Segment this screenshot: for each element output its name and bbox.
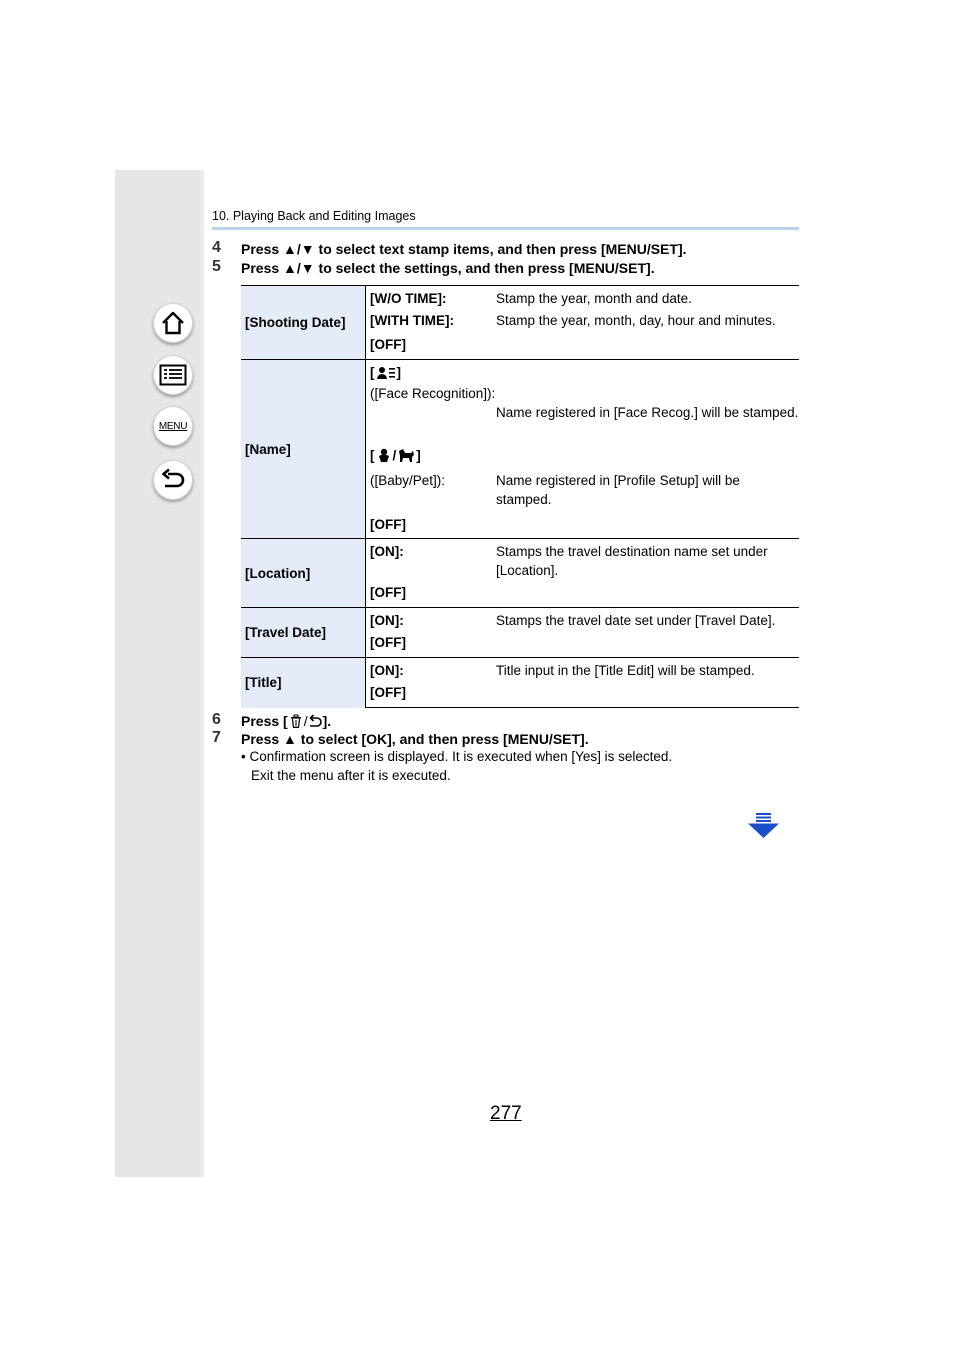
row-header-travel-date: [Travel Date]: [241, 608, 366, 658]
delete-icon: [288, 714, 304, 728]
note-line-2: Exit the menu after it is executed.: [251, 768, 451, 783]
note-line-1: • Confirmation screen is displayed. It is executed when [Yes] is selected.: [241, 749, 673, 764]
step-number: 7: [212, 729, 221, 746]
next-page-arrow-icon[interactable]: [747, 812, 780, 840]
row-header-name: [Name]: [241, 360, 366, 539]
option-desc: Stamp the year, month, day, hour and minutes.: [496, 312, 776, 328]
face-recognition-desc: Name registered in [Face Recog.] will be stamped.: [496, 404, 799, 420]
step-text: Press ▲/▼ to select text stamp items, and then press [MENU/SET].: [241, 241, 687, 257]
baby-pet-label: ([Baby/Pet]):: [370, 472, 446, 488]
row-header-shooting-date: [Shooting Date]: [241, 286, 366, 360]
option-on: [ON]:: [366, 658, 497, 683]
travel-date-desc: Stamps the travel date set under [Travel Date].: [496, 608, 799, 633]
breadcrumb: 10. Playing Back and Editing Images: [212, 209, 416, 223]
contents-button[interactable]: [153, 355, 193, 395]
menu-button[interactable]: [153, 406, 193, 446]
title-desc: Title input in the [Title Edit] will be stamped.: [496, 658, 799, 683]
home-button[interactable]: [153, 303, 193, 343]
face-recognition-icon: [376, 366, 396, 380]
step-text: Press ▲ to select [OK], and then press [MENU/SET].: [241, 731, 589, 747]
option-on: [ON]:: [366, 539, 497, 583]
settings-table: [241, 285, 799, 708]
baby-pet-option: [ / ]: [370, 447, 421, 463]
option-off: [OFF]: [370, 584, 406, 600]
back-button[interactable]: [153, 460, 193, 500]
option-off: [OFF]: [370, 336, 406, 352]
option-on: [ON]:: [366, 608, 497, 633]
page-number: 277: [490, 1103, 522, 1124]
row-header-location: [Location]: [241, 539, 366, 608]
pet-icon: [397, 448, 415, 463]
option-off: [OFF]: [370, 634, 406, 650]
baby-pet-desc: Name registered in [Profile Setup] will be stamped.: [496, 472, 740, 507]
option-with-time: [WITH TIME]:: [370, 312, 454, 328]
back-small-icon: [308, 714, 323, 728]
face-recognition-option: [ ]: [366, 360, 497, 384]
list-icon: [159, 364, 187, 386]
step-text: Press [ / ].: [241, 713, 332, 729]
step-number: 5: [212, 258, 221, 275]
step-number: 6: [212, 711, 221, 728]
location-desc: Stamps the travel destination name set under [Location].: [496, 539, 799, 583]
step-number: 4: [212, 239, 221, 256]
back-icon: [160, 468, 186, 492]
baby-icon: [376, 448, 392, 463]
header-rule: [212, 227, 799, 230]
face-recognition-label: ([Face Recognition]):: [370, 385, 496, 401]
option-wo-time: [W/O TIME]:: [366, 286, 497, 311]
option-desc: Stamp the year, month and date.: [496, 286, 799, 311]
step-text: Press ▲/▼ to select the settings, and then press [MENU/SET].: [241, 260, 655, 276]
option-off: [OFF]: [370, 516, 406, 532]
option-off: [OFF]: [366, 683, 497, 708]
menu-icon: MENU: [158, 420, 188, 432]
option-desc: [496, 335, 799, 360]
home-icon: [160, 310, 186, 336]
row-header-title: [Title]: [241, 658, 366, 708]
